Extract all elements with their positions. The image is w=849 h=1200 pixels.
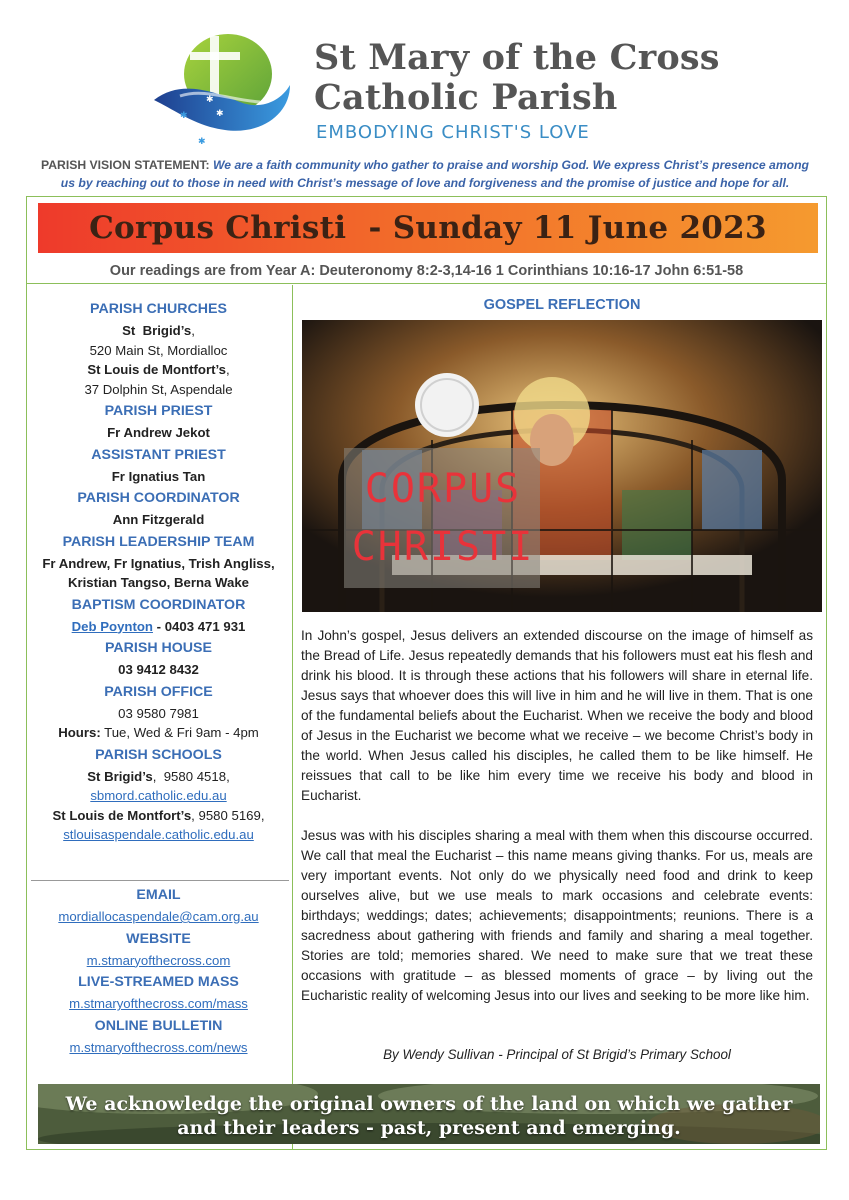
svg-text:✱: ✱ [198,137,206,147]
office-heading: PARISH OFFICE [104,683,213,700]
svg-text:✱: ✱ [180,111,188,121]
school2-name: St Louis de Montfort’s [52,807,192,823]
leadership-heading: PARISH LEADERSHIP TEAM [62,533,255,550]
readings-line: Our readings are from Year A: Deuteronomy 8:2-3,14-16 1 Corinthians 10:16-17 John 6:51-58 [26,258,827,284]
schools-heading: PARISH SCHOOLS [95,746,222,763]
bulletin-line [26,1038,291,1058]
reflection-paragraph-1: In John’s gospel, Jesus delivers an extended discourse on the image of himself as the Bread of Life. Jesus repeatedly demands that his followers must eat his flesh and drink his blood. It is through these actions that his followers will share in eternal life. Jesus says that whoever does this will live in him and he will live in them. That is one of the fundamental beliefs about the Eucharist. When we receive the body and blood of Jesus in the Eucharist we become what we receive – we become Christ’s body in the world. When Jesus called his disciples, he called them to be like himself. He reissues that call to be like him every time we receive his body and blood in Eucharist. [301,628,813,803]
school2-url-line [26,825,291,845]
acknowledgement-text [38,1092,820,1140]
vision-text-line1: We are a faith community who gather to praise and worship God. We express Christ’s presence among [213,158,809,172]
mass-link[interactable]: m.stmaryofthecross.com/mass [69,996,248,1011]
parish-name-line1: St Mary of the Cross [314,37,720,78]
leadership-text1: Fr Andrew, Fr Ignatius, Trish Angliss, [42,555,275,571]
vision-label: PARISH VISION STATEMENT: [41,158,210,172]
baptism-contact [26,617,291,637]
vision-text-line2: us by reaching out to those in need with Christ’s message of love and forgiveness and the promise of justice and hope for all. [60,176,790,190]
website-line [26,951,291,971]
svg-text:✱: ✱ [216,109,224,119]
school2-phone: , 9580 5169, [191,807,265,823]
logo-mark-icon [150,30,295,150]
church2-name-line [26,360,291,380]
assistant-priest-text: Fr Ignatius Tan [111,468,206,484]
mass-heading: LIVE-STREAMED MASS [78,974,239,990]
school2-url-link[interactable]: stlouisaspendale.catholic.edu.au [63,827,254,842]
reflection-byline: By Wendy Sullivan - Principal of St Brigid’s Primary School [383,1047,731,1062]
online-contacts [26,883,291,1057]
baptism-coordinator-link[interactable]: Deb Poynton [71,618,153,634]
office-hours [26,723,291,743]
school2-line [26,806,291,826]
bulletin-link[interactable]: m.stmaryofthecross.com/news [69,1039,248,1055]
church1-address: 520 Main St, Mordialloc [89,342,228,358]
parish-contacts [26,297,291,845]
website-heading: WEBSITE [126,930,191,947]
contacts-divider [31,880,289,881]
baptism-phone: - 0403 471 931 [152,618,246,634]
church1-comma: , [191,323,195,338]
parish-logo [150,30,295,150]
website-link[interactable]: m.stmaryofthecross.com [86,952,231,968]
school1-url-link[interactable]: sbmord.catholic.edu.au [90,788,227,803]
coordinator-text: Ann Fitzgerald [112,512,205,527]
parish-name [314,38,720,118]
parish-info-column [26,285,293,1150]
hours-text: Tue, Wed & Fri 9am - 4pm [100,725,259,740]
baptism-heading: BAPTISM COORDINATOR [71,596,246,613]
church2-address: 37 Dolphin St, Aspendale [84,381,233,397]
email-link[interactable]: mordiallocaspendale@cam.org.au [58,909,259,924]
bulletin-heading: ONLINE BULLETIN [94,1017,223,1034]
coordinator-heading: PARISH COORDINATOR [77,490,240,506]
church2-comma: , [226,362,230,377]
hours-label: Hours: [58,725,101,740]
coordinator-name [26,510,291,530]
image-caption: CORPUS CHRISTI [351,466,535,570]
svg-text:✱: ✱ [206,95,214,105]
leadership-line2 [26,573,291,593]
vision-line1 [30,156,820,174]
ack-line2: and their leaders - past, present and emerging. [177,1117,681,1139]
leadership-text2: Kristian Tangso, Berna Wake [67,575,249,590]
email-line [26,907,291,927]
assistant-priest-heading: ASSISTANT PRIEST [91,446,226,463]
priest-name [26,423,291,443]
school1-phone: , 9580 4518, [152,768,230,784]
school1-url-line [26,786,291,806]
priest-heading: PARISH PRIEST [104,403,213,419]
house-phone-text: 03 9412 8432 [118,662,199,677]
email-heading: EMAIL [136,887,181,903]
priest-name-text: Fr Andrew Jekot [107,425,210,440]
office-phone: 03 9580 7981 [118,705,199,721]
school1-name: St Brigid’s [87,768,153,784]
house-phone [26,660,291,680]
church1-name: St Brigid’s [122,323,192,338]
church2-name: St Louis de Montfort’s [87,362,227,377]
assistant-priest-name [26,467,291,487]
churches-heading: PARISH CHURCHES [90,301,227,317]
mass-line [26,994,291,1014]
church1-name-line [26,321,291,341]
leadership-line1 [26,554,291,574]
parish-name-line2: Catholic Parish [314,77,618,118]
title-banner [38,203,818,253]
vision-statement [30,156,820,192]
school1-line [26,767,291,787]
gospel-heading: GOSPEL REFLECTION [483,297,641,313]
reflection-paragraph-2: Jesus was with his disciples sharing a meal with them when this discourse occurred. We call that meal the Eucharist – this name means giving thanks. For us, meals are very important events. Not only do we physically need food and drink to keep ourselves alive, but we use meals to mark occasions and celebrate events: birthdays; weddings; dates; achievements; disappointments; reunions. There is a sacredness about gathering with friends and family and sharing a meal together. Stories are told; memories shared. We need to make sure that we treat these occasions with gratitude – as blessed moments of grace – by living out the Eucharistic reality of welcoming Jesus into our lives and seeking to be more like him. [301,828,813,1003]
corpus-christi-image [302,320,822,612]
parish-tagline: EMBODYING CHRIST'S LOVE [316,122,590,143]
ack-line1: We acknowledge the original owners of the land on which we gather [65,1093,793,1115]
page-title: Corpus Christi - Sunday 11 June 2023 [89,210,767,246]
gospel-reflection-text [301,626,813,1026]
house-heading: PARISH HOUSE [105,640,212,656]
acknowledgement-banner [38,1084,820,1144]
